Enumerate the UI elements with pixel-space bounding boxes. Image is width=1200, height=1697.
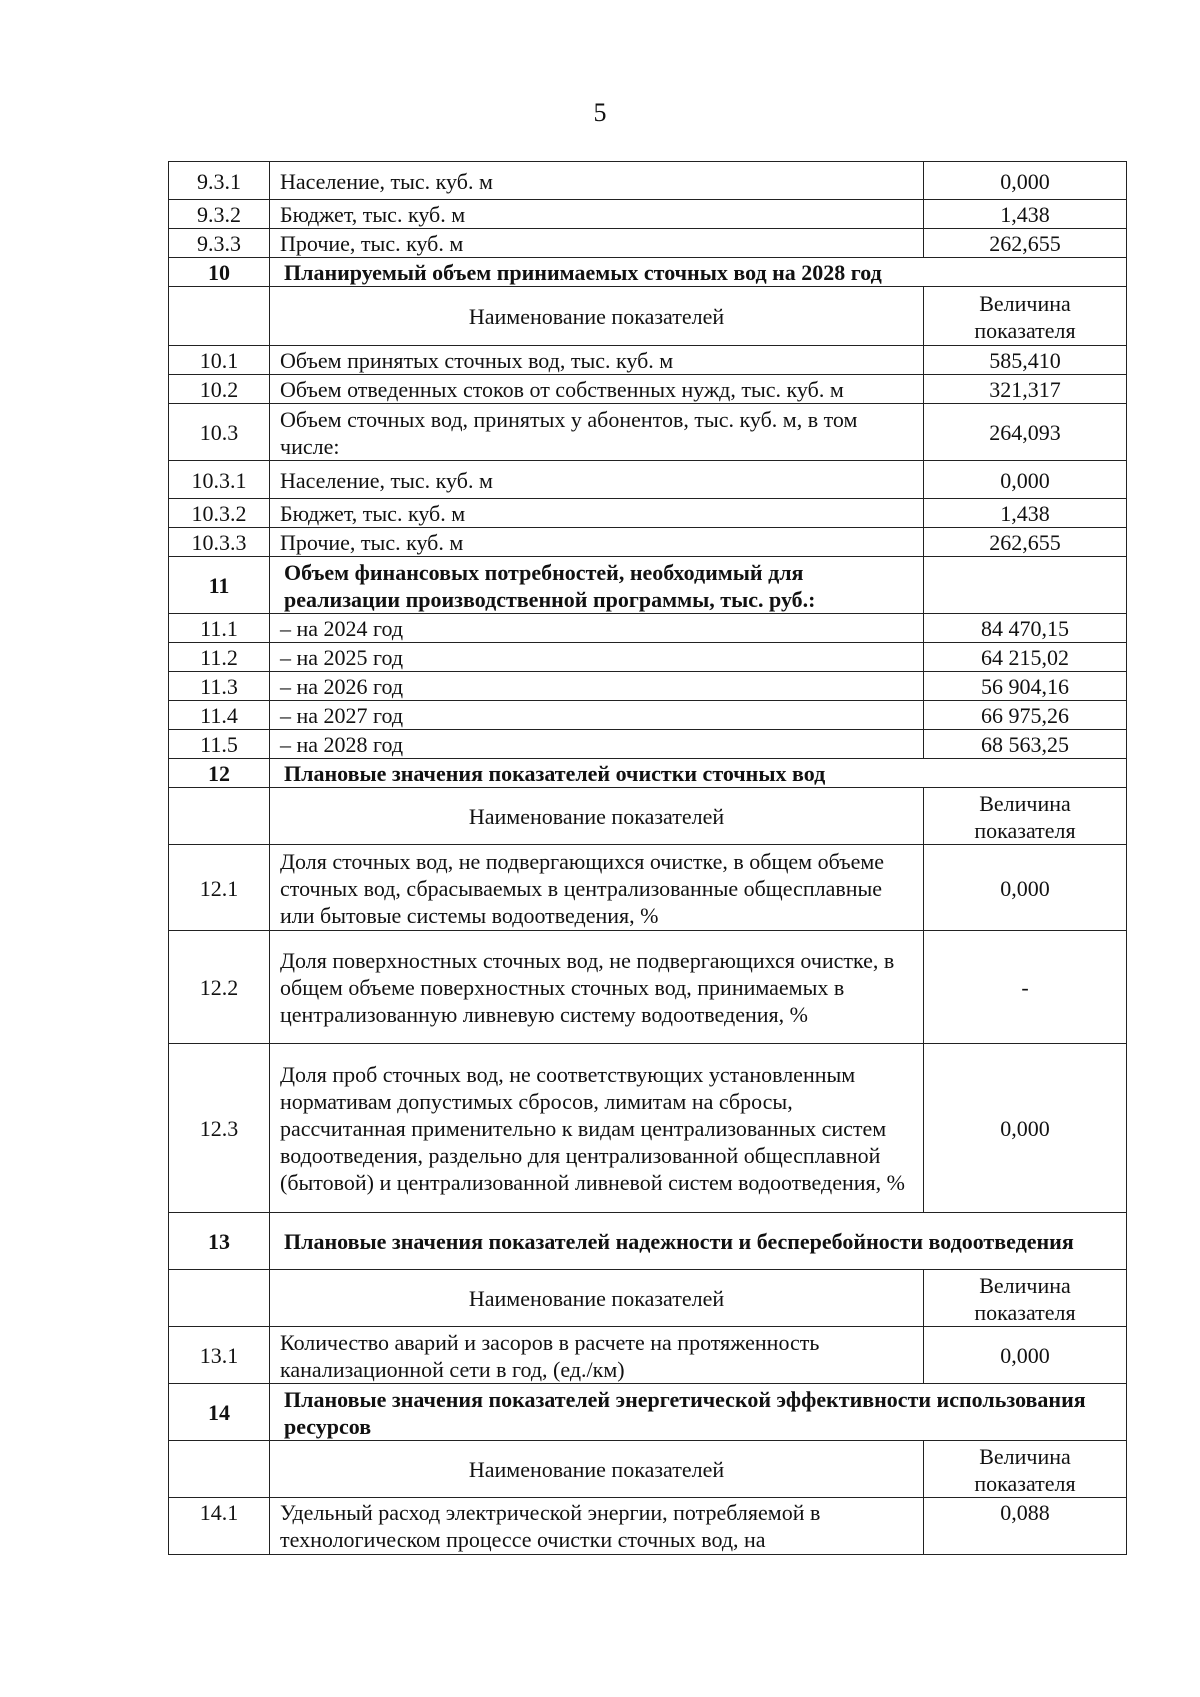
row-number: 9.3.2 xyxy=(169,200,270,229)
row-name: Бюджет, тыс. куб. м xyxy=(270,499,924,528)
column-header-row xyxy=(169,788,1127,845)
table-row xyxy=(169,1498,1127,1555)
column-header-name: Наименование показателей xyxy=(270,1270,924,1327)
row-number: 11.1 xyxy=(169,614,270,643)
section-row xyxy=(169,759,1127,788)
empty-cell xyxy=(924,557,1127,614)
section-title: Объем финансовых потребностей, необходимый для реализации производственной программы, тыс. руб.: xyxy=(270,557,924,614)
column-header-name: Наименование показателей xyxy=(270,287,924,346)
table-row xyxy=(169,499,1127,528)
table-row xyxy=(169,931,1127,1044)
column-header-value: Величина показателя xyxy=(924,788,1127,845)
row-name: Количество аварий и засоров в расчете на протяженность канализационной сети в год, (ед./км) xyxy=(270,1327,924,1384)
empty-cell xyxy=(169,788,270,845)
row-name: Объем принятых сточных вод, тыс. куб. м xyxy=(270,346,924,375)
section-row xyxy=(169,1213,1127,1270)
table-row xyxy=(169,730,1127,759)
empty-cell xyxy=(169,1441,270,1498)
row-number: 14.1 xyxy=(169,1498,270,1555)
row-number: 10.2 xyxy=(169,375,270,404)
row-number: 10.1 xyxy=(169,346,270,375)
row-value: 56 904,16 xyxy=(924,672,1127,701)
row-number: 12.1 xyxy=(169,845,270,931)
row-name: Население, тыс. куб. м xyxy=(270,162,924,200)
row-name: Доля поверхностных сточных вод, не подвергающихся очистке, в общем объеме поверхностных сточных вод, принимаемых в централизованную ливневую систему водоотведения, % xyxy=(270,931,924,1044)
row-number: 12.3 xyxy=(169,1044,270,1213)
table-row xyxy=(169,200,1127,229)
section-title: Плановые значения показателей очистки сточных вод xyxy=(270,759,1127,788)
table-row xyxy=(169,162,1127,200)
section-number: 12 xyxy=(169,759,270,788)
row-name: – на 2028 год xyxy=(270,730,924,759)
row-value: - xyxy=(924,931,1127,1044)
row-number: 10.3.2 xyxy=(169,499,270,528)
row-value: 0,000 xyxy=(924,1327,1127,1384)
column-header-value: Величина показателя xyxy=(924,287,1127,346)
row-value: 68 563,25 xyxy=(924,730,1127,759)
column-header-row xyxy=(169,1270,1127,1327)
table-row xyxy=(169,845,1127,931)
table-row xyxy=(169,643,1127,672)
row-value: 262,655 xyxy=(924,229,1127,258)
indicators-table xyxy=(168,161,1127,1555)
row-value: 585,410 xyxy=(924,346,1127,375)
row-name: – на 2026 год xyxy=(270,672,924,701)
row-number: 13.1 xyxy=(169,1327,270,1384)
column-header-name: Наименование показателей xyxy=(270,788,924,845)
table-row xyxy=(169,614,1127,643)
table-row xyxy=(169,1327,1127,1384)
row-value: 0,000 xyxy=(924,162,1127,200)
row-name: Объем отведенных стоков от собственных нужд, тыс. куб. м xyxy=(270,375,924,404)
section-number: 10 xyxy=(169,258,270,287)
section-row xyxy=(169,258,1127,287)
row-number: 9.3.3 xyxy=(169,229,270,258)
table-row xyxy=(169,229,1127,258)
row-number: 11.2 xyxy=(169,643,270,672)
row-value: 84 470,15 xyxy=(924,614,1127,643)
row-value: 1,438 xyxy=(924,499,1127,528)
row-value: 66 975,26 xyxy=(924,701,1127,730)
table-row xyxy=(169,672,1127,701)
row-value: 0,000 xyxy=(924,461,1127,499)
row-number: 12.2 xyxy=(169,931,270,1044)
column-header-name: Наименование показателей xyxy=(270,1441,924,1498)
row-value: 1,438 xyxy=(924,200,1127,229)
column-header-value: Величина показателя xyxy=(924,1270,1127,1327)
row-name: Объем сточных вод, принятых у абонентов, тыс. куб. м, в том числе: xyxy=(270,404,924,461)
row-value: 0,000 xyxy=(924,845,1127,931)
column-header-row xyxy=(169,287,1127,346)
row-name: Удельный расход электрической энергии, потребляемой в технологическом процессе очистки сточных вод, на xyxy=(270,1498,924,1555)
empty-cell xyxy=(169,1270,270,1327)
row-value: 321,317 xyxy=(924,375,1127,404)
row-number: 10.3.3 xyxy=(169,528,270,557)
row-number: 11.4 xyxy=(169,701,270,730)
column-header-row xyxy=(169,1441,1127,1498)
column-header-value: Величина показателя xyxy=(924,1441,1127,1498)
row-number: 10.3 xyxy=(169,404,270,461)
section-number: 11 xyxy=(169,557,270,614)
row-value: 264,093 xyxy=(924,404,1127,461)
empty-cell xyxy=(169,287,270,346)
page-number: 5 xyxy=(593,98,607,127)
section-number: 13 xyxy=(169,1213,270,1270)
row-name: – на 2027 год xyxy=(270,701,924,730)
row-name: Население, тыс. куб. м xyxy=(270,461,924,499)
section-title: Плановые значения показателей энергетической эффективности использования ресурсов xyxy=(270,1384,1127,1441)
row-name: – на 2025 год xyxy=(270,643,924,672)
row-name: Прочие, тыс. куб. м xyxy=(270,229,924,258)
row-number: 9.3.1 xyxy=(169,162,270,200)
section-number: 14 xyxy=(169,1384,270,1441)
table-row xyxy=(169,346,1127,375)
table-row xyxy=(169,1044,1127,1213)
table-row xyxy=(169,701,1127,730)
row-number: 11.3 xyxy=(169,672,270,701)
row-name: Доля проб сточных вод, не соответствующих установленным нормативам допустимых сбросов, лимитам на сбросы, рассчитанная применительно к видам централизованных систем водоотведения, раздельно для централизованной общесплавной (бытовой) и централизованной ливневой систем водоотведения, % xyxy=(270,1044,924,1213)
row-number: 11.5 xyxy=(169,730,270,759)
row-name: Бюджет, тыс. куб. м xyxy=(270,200,924,229)
row-value: 262,655 xyxy=(924,528,1127,557)
section-title: Плановые значения показателей надежности и бесперебойности водоотведения xyxy=(270,1213,1127,1270)
row-name: – на 2024 год xyxy=(270,614,924,643)
section-row xyxy=(169,557,1127,614)
table-row xyxy=(169,461,1127,499)
table-row xyxy=(169,375,1127,404)
table-row xyxy=(169,404,1127,461)
row-number: 10.3.1 xyxy=(169,461,270,499)
section-row xyxy=(169,1384,1127,1441)
row-name: Доля сточных вод, не подвергающихся очистке, в общем объеме сточных вод, сбрасываемых в централизованные общесплавные или бытовые системы водоотведения, % xyxy=(270,845,924,931)
row-value: 64 215,02 xyxy=(924,643,1127,672)
section-title: Планируемый объем принимаемых сточных вод на 2028 год xyxy=(270,258,1127,287)
row-value: 0,000 xyxy=(924,1044,1127,1213)
row-name: Прочие, тыс. куб. м xyxy=(270,528,924,557)
table-row xyxy=(169,528,1127,557)
row-value: 0,088 xyxy=(924,1498,1127,1555)
